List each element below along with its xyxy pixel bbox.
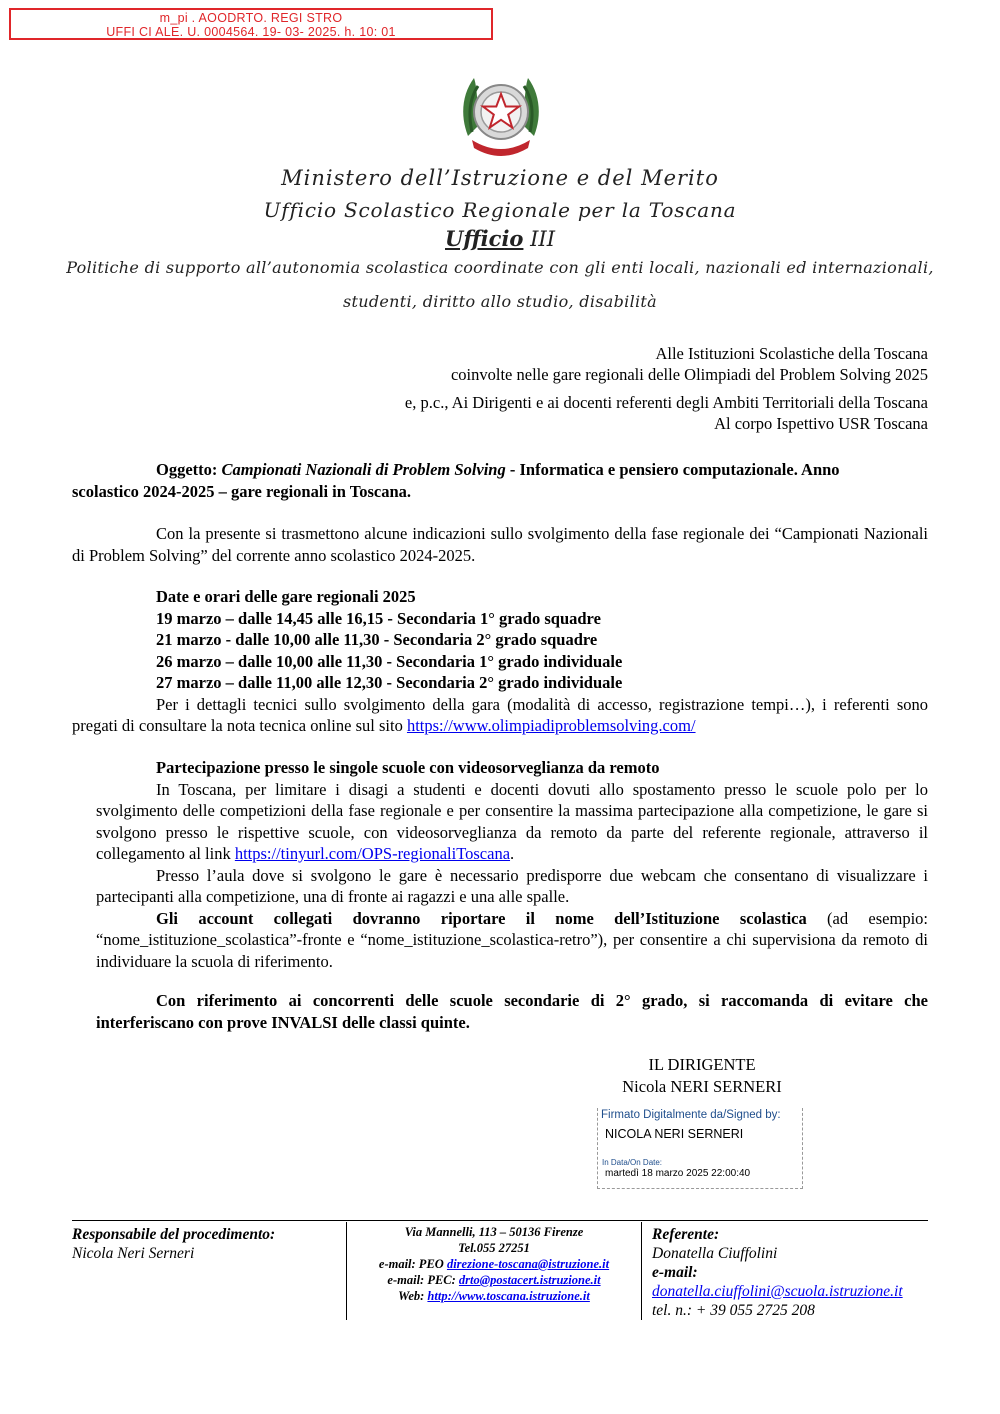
schedule-heading: Date e orari delle gare regionali 2025 <box>156 587 416 606</box>
protocol-stamp-line1: m_pi . AOODRTO. REGI STRO <box>159 11 343 25</box>
subject-text-line2: scolastico 2024-2025 – gare regionali in Toscana. <box>72 481 412 501</box>
protocol-stamp <box>9 8 493 40</box>
recipient-line: coinvolte nelle gare regionali delle Olimpiadi del Problem Solving 2025 <box>450 365 928 384</box>
schedule-item: 27 marzo – dalle 11,00 alle 12,30 - Secondaria 2° grado individuale <box>156 673 623 692</box>
recipients-block <box>405 343 928 434</box>
remote-paragraph-3 <box>96 908 928 973</box>
pec-label: e-mail: PEC: <box>387 1273 459 1287</box>
referent-email-label: e-mail: <box>652 1264 698 1281</box>
recipient-line: e, p.c., Ai Dirigenti e ai docenti referenti degli Ambiti Territoriali della Toscana <box>404 393 928 412</box>
remote-paragraph-2: Presso l’aula dove si svolgono le gare è necessario predisporre due webcam che consentano di visualizzare i partecipanti alla competizione, una di fronte ai ragazzi e una alle spalle. <box>96 865 928 906</box>
footer-responsible <box>72 1225 344 1263</box>
schedule-item: 21 marzo - dalle 10,00 alle 11,30 - Secondaria 2° grado squadre <box>156 630 598 649</box>
protocol-stamp-line2: UFFI CI ALE. U. 0004564. 19- 03- 2025. h. 10: 01 <box>106 25 396 39</box>
footer-divider <box>72 1220 928 1221</box>
schedule-item: 19 marzo – dalle 14,45 alle 16,15 - Secondaria 1° grado squadre <box>156 608 601 628</box>
remote-heading: Partecipazione presso le singole scuole con videosorveglianza da remoto <box>156 758 660 777</box>
peo-email-link[interactable]: direzione-toscana@istruzione.it <box>446 1257 610 1271</box>
digital-signature-label: Firmato Digitalmente da/Signed by: <box>601 1109 781 1121</box>
regional-office-name: Ufficio Scolastico Regionale per la Toscana <box>263 198 737 222</box>
recipient-line: Alle Istituzioni Scolastiche della Toscana <box>655 344 928 363</box>
schedule-details <box>72 694 928 737</box>
subject-text-line1: - Informatica e pensiero computazionale. Anno <box>505 460 840 479</box>
remote-section <box>96 757 928 972</box>
remote-paragraph-1-end: . <box>510 844 515 863</box>
remote-paragraph-3-bold: Gli account collegati dovranno riportare il nome dell’Istituzione scolastica <box>156 908 807 928</box>
signer-name: Nicola NERI SERNERI <box>622 1076 782 1096</box>
footer-referent <box>652 1225 952 1320</box>
ministry-name: Ministero dell’Istruzione e del Merito <box>281 166 719 190</box>
digital-signature-date: martedì 18 marzo 2025 22:00:40 <box>605 1168 751 1179</box>
office-unit-number: III <box>523 227 555 251</box>
office-description-line1: Politiche di supporto all’autonomia scolastica coordinate con gli enti locali, nazionali ed internazionali, <box>66 258 934 277</box>
remote-paragraph-1-text: In Toscana, per limitare i disagi a studenti e docenti dovuti allo spostamento presso le scuole polo per lo svolgimento delle competizioni della fase regionale e per consentire la massima partecipazione alla competizione, le gare si svolgono presso le rispettive scuole, con videosorveglianza da remoto da parte del referente regionale, attraverso il collegamento al link <box>96 779 928 863</box>
recommendation-paragraph: Con riferimento ai concorrenti delle scuole secondarie di 2° grado, si raccomanda di evitare che interferiscano con prove INVALSI delle classi quinte. <box>96 991 928 1032</box>
office-unit <box>0 226 1000 251</box>
signer-title: IL DIRIGENTE <box>648 1055 756 1074</box>
office-unit-prefix: Ufficio <box>445 226 524 251</box>
pec-email-link[interactable]: drto@postacert.istruzione.it <box>458 1273 601 1287</box>
republic-emblem-icon <box>458 66 544 162</box>
schedule-details-text: Per i dettagli tecnici sullo svolgimento della gara (modalità di accesso, registrazione tempi…), i referenti sono pregati di consultare la nota tecnica online sul sito <box>72 694 928 735</box>
office-phone: Tel.055 27251 <box>458 1241 530 1255</box>
recipient-line: Al corpo Ispettivo USR Toscana <box>714 414 928 433</box>
responsible-name: Nicola Neri Serneri <box>72 1245 195 1262</box>
intro-paragraph: Con la presente si trasmettono alcune indicazioni sullo svolgimento della fase regionale dei “Campionati Nazionali di Problem Solving” del corrente anno scolastico 2024-2025. <box>72 524 928 565</box>
referent-phone: tel. n.: + 39 055 2725 208 <box>652 1302 815 1319</box>
subject-block <box>72 459 928 502</box>
web-label: Web: <box>398 1289 428 1303</box>
office-address: Via Mannelli, 113 – 50136 Firenze <box>404 1225 584 1239</box>
remote-paragraph-3-text: (ad esempio: “nome_istituzione_scolastica”-fronte e “nome_istituzione_scolastica-retro”), per consentire a chi supervisiona da remoto di individuare la scuola di riferimento. <box>96 908 928 971</box>
footer-contacts <box>346 1222 642 1320</box>
signature-block <box>602 1054 802 1097</box>
website-link[interactable]: http://www.toscana.istruzione.it <box>427 1289 590 1303</box>
olimpiadi-link[interactable]: https://www.olimpiadiproblemsolving.com/ <box>406 716 696 735</box>
remote-paragraph-1 <box>96 779 928 865</box>
referent-label: Referente: <box>652 1226 720 1243</box>
office-description-line2: studenti, diritto allo studio, disabilità <box>343 292 657 311</box>
peo-label: e-mail: PEO <box>378 1257 447 1271</box>
schedule-item: 26 marzo – dalle 10,00 alle 11,30 - Secondaria 1° grado individuale <box>156 651 623 671</box>
digital-signature-box <box>597 1108 803 1189</box>
tinyurl-link[interactable]: https://tinyurl.com/OPS-regionaliToscana <box>234 844 511 863</box>
digital-signature-date-label: In Data/On Date: <box>602 1158 663 1167</box>
schedule-section <box>72 586 928 737</box>
referent-name: Donatella Ciuffolini <box>652 1245 778 1262</box>
subject-label: Oggetto: <box>156 460 222 479</box>
referent-email-link[interactable]: donatella.ciuffolini@scuola.istruzione.it <box>652 1283 903 1300</box>
responsible-label: Responsabile del procedimento: <box>72 1226 276 1243</box>
digital-signature-name: NICOLA NERI SERNERI <box>605 1127 744 1141</box>
subject-title: Campionati Nazionali di Problem Solving <box>221 460 506 479</box>
